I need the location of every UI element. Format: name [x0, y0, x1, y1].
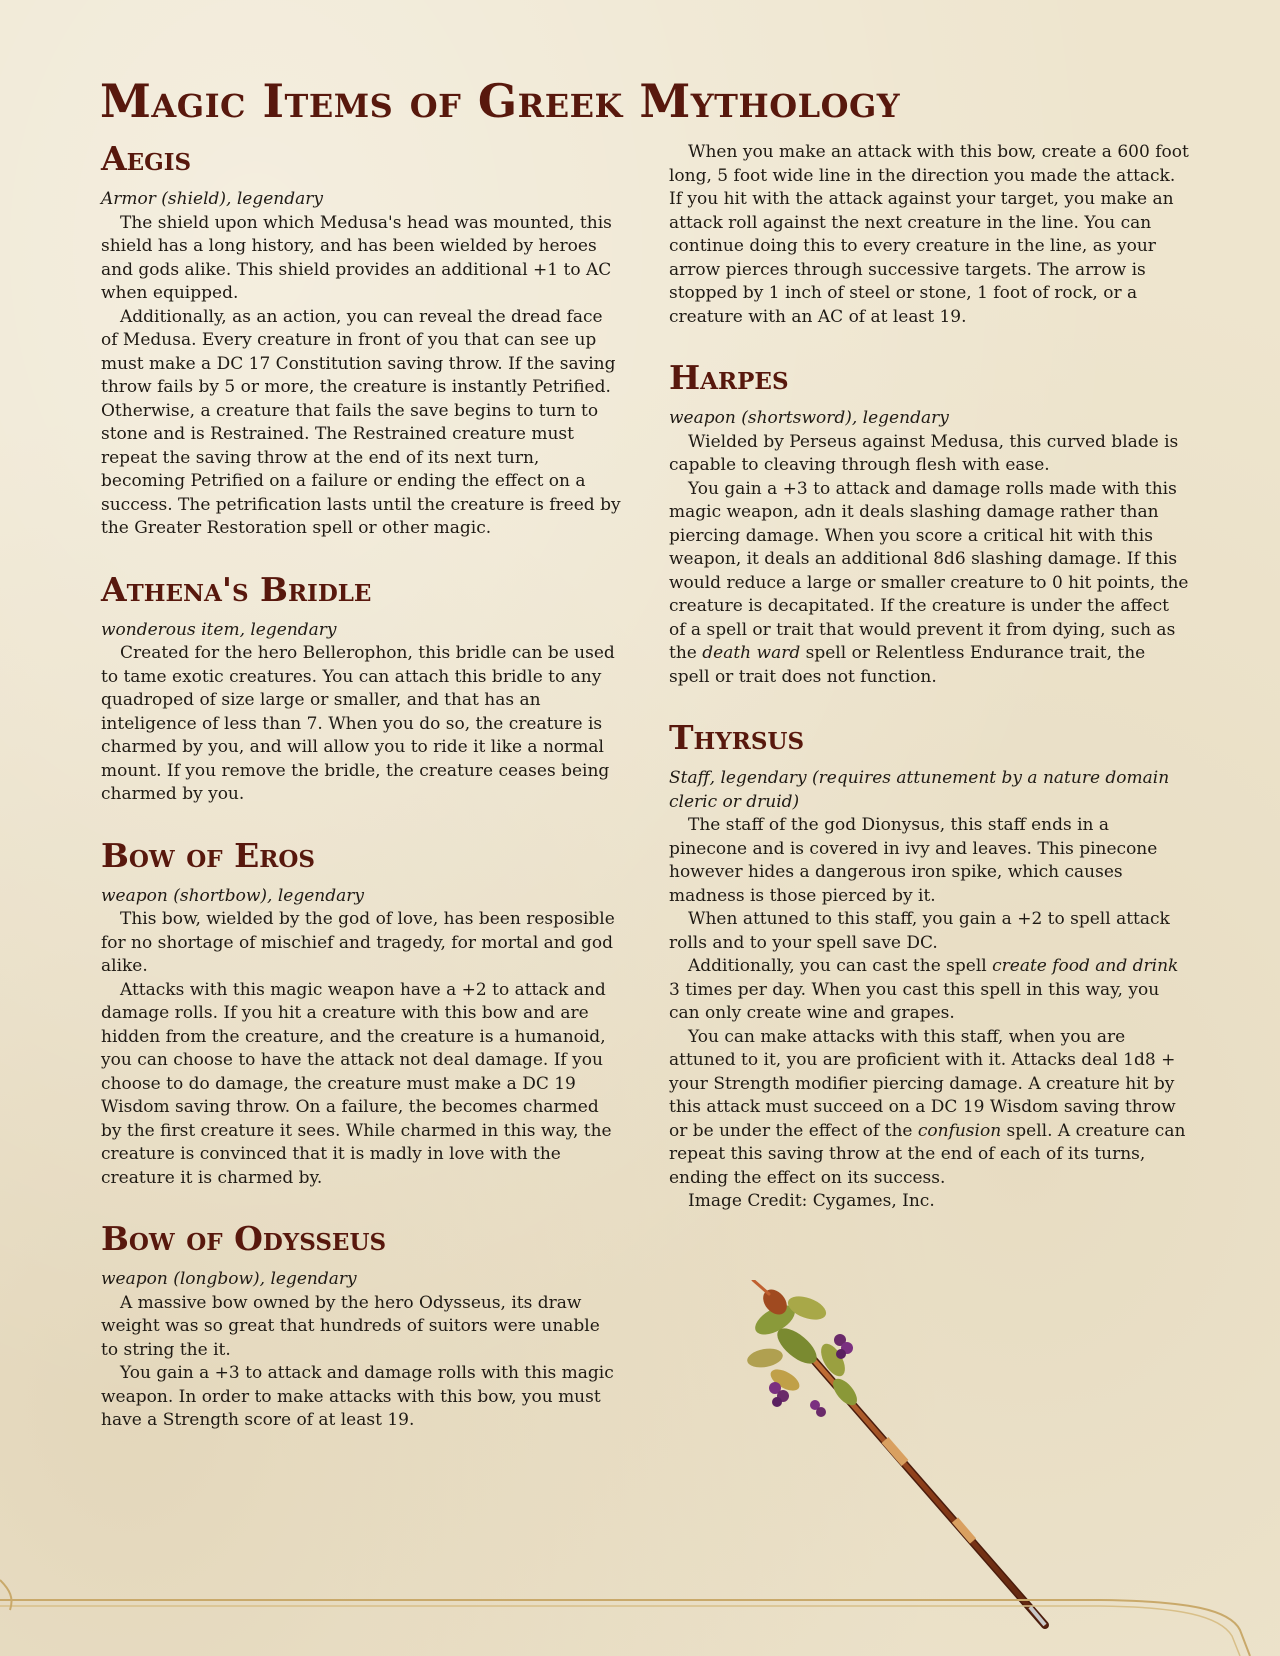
item-desc-harpes-1: Wielded by Perseus against Medusa, this curved blade is capable to cleaving through flesh with ease. — [669, 431, 1179, 475]
item-title-athenas-bridle: Athena's Bridle — [101, 569, 372, 609]
item-desc-bow-of-eros-1: This bow, wielded by the god of love, has been resposible for no shortage of mischief and tragedy, for mortal and god alike. — [101, 909, 615, 976]
item-title-harpes: Harpes — [669, 358, 789, 397]
item-aegis — [101, 140, 621, 541]
thyrsus-text-3b: 3 times per day. When you cast this spell in this way, you can only create wine and grapes. — [669, 979, 1160, 1023]
harpes-text-a: You gain a +3 to attack and damage rolls made with this magic weapon, adn it deals slashing damage rather than piercing damage. When you score a critical hit with this weapon, it deals an additional 8d6 slashing damage. If this would reduce a large or smaller creature to 0 hit points, the creature is decapitated. If the creature is under the affect of a spell or trait that would prevent it from dying, such as the — [669, 478, 1189, 663]
item-desc-thyrsus-1: The staff of the god Dionysus, this staff ends in a pinecone and is covered in ivy and leaves. This pinecone however hides a dangerous iron spike, which causes madness is those pierced by it. — [669, 815, 1158, 906]
spell-name-create-food: create food and drink — [992, 956, 1179, 976]
item-type-thyrsus: Staff, legendary (requires attunement by a nature domain cleric or druid) — [669, 768, 1170, 812]
spell-name-confusion: confusion — [917, 1120, 1002, 1141]
page-title: Magic Items of Greek Mythology — [100, 74, 901, 128]
item-title-aegis: Aegis — [101, 139, 192, 178]
item-type-athenas-bridle: wonderous item, legendary — [101, 619, 337, 640]
thyrsus-text-4b: spell. A creature can repeat this saving throw at the end of each of its turns, ending the effect on its success. — [669, 1120, 1186, 1188]
item-desc-aegis-2: Additionally, as an action, you can reveal the dread face of Medusa. Every creature in front of you that can see up must make a DC 17 Constitution saving throw. If the saving throw fails by 5 or more, the creature is instantly Petrified. Otherwise, a creature that fails the save begins to turn to stone and is Restrained. The Restrained creature must repeat the saving throw at the end of its next turn, becoming Petrified on a failure or ending the effect on a success. The petrification lasts until the creature is freed by the Greater Restoration spell or other magic. — [101, 306, 621, 538]
harpes-text-b: spell or Relentless Endurance trait, the spell or trait does not function. — [669, 643, 1146, 687]
item-bow-of-eros — [101, 837, 621, 1191]
item-desc-bow-of-eros-2: Attacks with this magic weapon have a +2 to attack and damage rolls. If you hit a creature with this bow and are hidden from the creature, and the creature is a humanoid, you can choose to have the attack not deal damage. If you choose to do damage, the creature must make a DC 19 Wisdom saving throw. On a failure, the becomes charmed by the first creature it sees. While charmed in this way, the creature is convinced that it is madly in love with the creature it is charmed by. — [101, 979, 612, 1188]
item-desc-thyrsus-2: When attuned to this staff, you gain a +2 to spell attack rolls and to your spell save DC. — [669, 909, 1170, 953]
item-title-bow-of-eros: Bow of Eros — [101, 835, 316, 875]
item-desc-bow-of-odysseus-3: When you make an attack with this bow, create a 600 foot long, 5 foot wide line in the direction you made the attack. If you hit with the attack against your target, you make an attack roll against the next creature in the line. You can continue doing this to every creature in the line, as your arrow pierces through successive targets. The arrow is stopped by 1 inch of steel or stone, 1 foot of rock, or a creature with an AC of at least 19. — [669, 142, 1189, 327]
item-bow-of-odysseus-continued — [669, 141, 1189, 329]
item-title-thyrsus: Thyrsus — [669, 718, 805, 757]
item-desc-bow-of-odysseus-1: A massive bow owned by the hero Odysseus, its draw weight was so great that hundreds of suitors were unable to string the it. — [101, 1292, 600, 1360]
thyrsus-text-3a: Additionally, you can cast the spell — [688, 956, 993, 976]
item-type-harpes: weapon (shortsword), legendary — [669, 408, 949, 428]
page-footer-ornament — [0, 1570, 1280, 1656]
item-athenas-bridle — [101, 571, 621, 807]
item-desc-bow-of-odysseus-2: You gain a +3 to attack and damage rolls with this magic weapon. In order to make attacks with this bow, you must have a Strength score of at least 19. — [101, 1363, 614, 1430]
item-desc-thyrsus-3 — [669, 955, 1189, 1026]
right-column — [669, 141, 1189, 1244]
item-type-bow-of-odysseus: weapon (longbow), legendary — [101, 1269, 357, 1289]
left-column — [101, 140, 621, 1463]
item-desc-athenas-bridle-1: Created for the hero Bellerophon, this bridle can be used to tame exotic creatures. You can attach this bridle to any quadroped of size large or smaller, and that has an inteligence of less than 7. When you do so, the creature is charmed by you, and will allow you to ride it like a normal mount. If you remove the bridle, the creature ceases being charmed by you. — [101, 643, 615, 804]
thyrsus-text-4a: You can make attacks with this staff, when you are attuned to it, you are proficient with it. Attacks deal 1d8 + your Strength modifier piercing damage. A creature hit by this attack must succeed on a DC 19 Wisdom saving throw or be under the effect of the — [669, 1026, 1176, 1141]
item-type-aegis: Armor (shield), legendary — [101, 189, 323, 209]
image-credit: Image Credit: Cygames, Inc. — [688, 1191, 935, 1211]
item-thyrsus — [669, 719, 1189, 1214]
spell-name-death-ward: death ward — [702, 643, 801, 663]
item-bow-of-odysseus — [101, 1220, 621, 1433]
item-harpes — [669, 359, 1189, 689]
item-type-bow-of-eros: weapon (shortbow), legendary — [101, 885, 364, 906]
item-desc-harpes-2 — [669, 478, 1189, 690]
item-desc-aegis-1: The shield upon which Medusa's head was mounted, this shield has a long history, and has been wielded by heroes and gods alike. This shield provides an additional +1 to AC when equipped. — [101, 212, 612, 303]
item-title-bow-of-odysseus: Bow of Odysseus — [101, 1219, 387, 1258]
item-desc-thyrsus-4 — [669, 1026, 1189, 1191]
